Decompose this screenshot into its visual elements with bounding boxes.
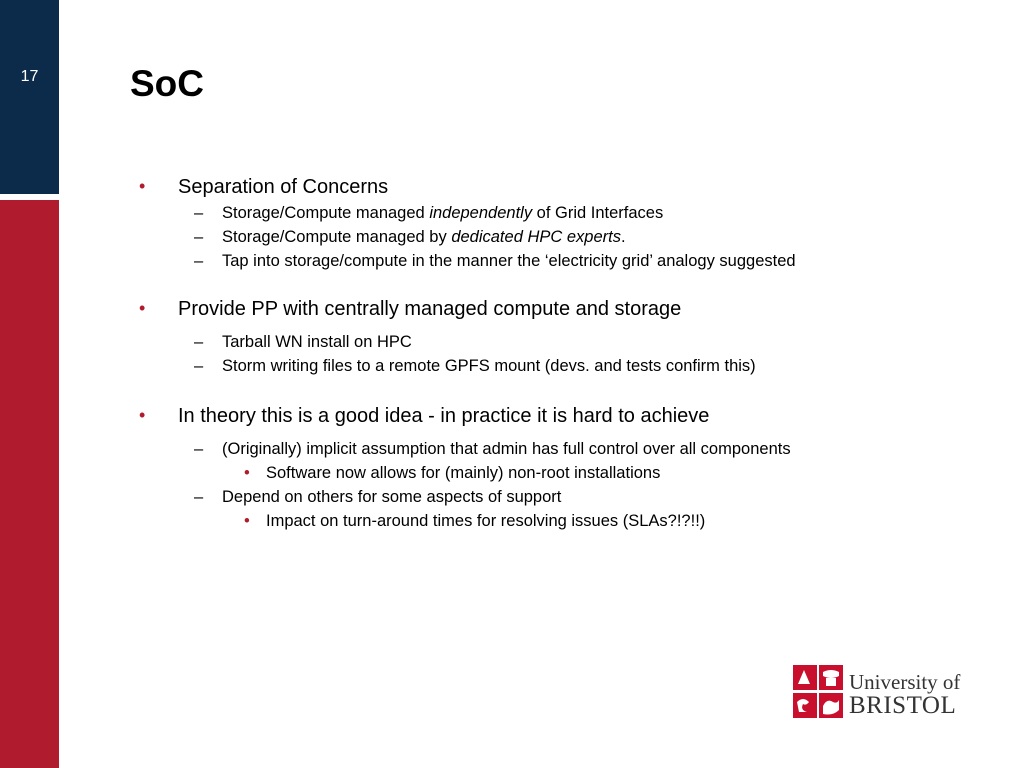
dash-marker: – bbox=[194, 440, 204, 458]
bullet-marker: • bbox=[244, 512, 250, 530]
sub-bullet-originally: – (Originally) implicit assumption that admin has full control over all components bbox=[194, 440, 791, 458]
bullet-separation-of-concerns: • Separation of Concerns bbox=[139, 176, 389, 198]
dash-marker: – bbox=[194, 333, 204, 351]
bristol-crest-icon bbox=[792, 664, 844, 720]
sub-bullet-tarball: – Tarball WN install on HPC bbox=[194, 333, 412, 351]
bullet-marker: • bbox=[244, 464, 250, 482]
sub-bullet-storm: – Storm writing files to a remote GPFS mount (devs. and tests confirm this) bbox=[194, 357, 756, 375]
bullet-marker: • bbox=[139, 405, 146, 425]
sub-bullet-dedicated-hpc: – Storage/Compute managed by dedicated HPC experts. bbox=[194, 228, 626, 246]
sub-sub-bullet-impact: • Impact on turn-around times for resolving issues (SLAs?!?!!) bbox=[244, 512, 706, 530]
slide-title: SoC bbox=[130, 63, 204, 104]
sidebar-top-band bbox=[0, 0, 59, 194]
bullet-marker: • bbox=[139, 298, 146, 318]
dash-marker: – bbox=[194, 488, 204, 506]
dash-marker: – bbox=[194, 357, 204, 375]
sub-sub-bullet-software: • Software now allows for (mainly) non-root installations bbox=[244, 464, 661, 482]
dash-marker: – bbox=[194, 228, 204, 246]
bullet-in-theory: • In theory this is a good idea - in practice it is hard to achieve bbox=[139, 405, 710, 427]
dash-marker: – bbox=[194, 204, 204, 222]
dash-marker: – bbox=[194, 252, 204, 270]
logo-text-bristol: BRISTOL bbox=[849, 692, 957, 719]
sub-bullet-independently: – Storage/Compute managed independently of Grid Interfaces bbox=[194, 204, 664, 222]
sub-bullet-electricity-grid: – Tap into storage/compute in the manner the ‘electricity grid’ analogy suggested bbox=[194, 252, 796, 270]
bullet-marker: • bbox=[139, 176, 146, 196]
slide-number: 17 bbox=[20, 68, 39, 85]
sidebar-bottom-band bbox=[0, 200, 59, 768]
logo-text-university-of: University of bbox=[849, 670, 961, 694]
sub-bullet-depend: – Depend on others for some aspects of support bbox=[194, 488, 562, 506]
bullet-provide-pp: • Provide PP with centrally managed compute and storage bbox=[139, 298, 682, 320]
university-of-bristol-logo bbox=[792, 664, 977, 720]
